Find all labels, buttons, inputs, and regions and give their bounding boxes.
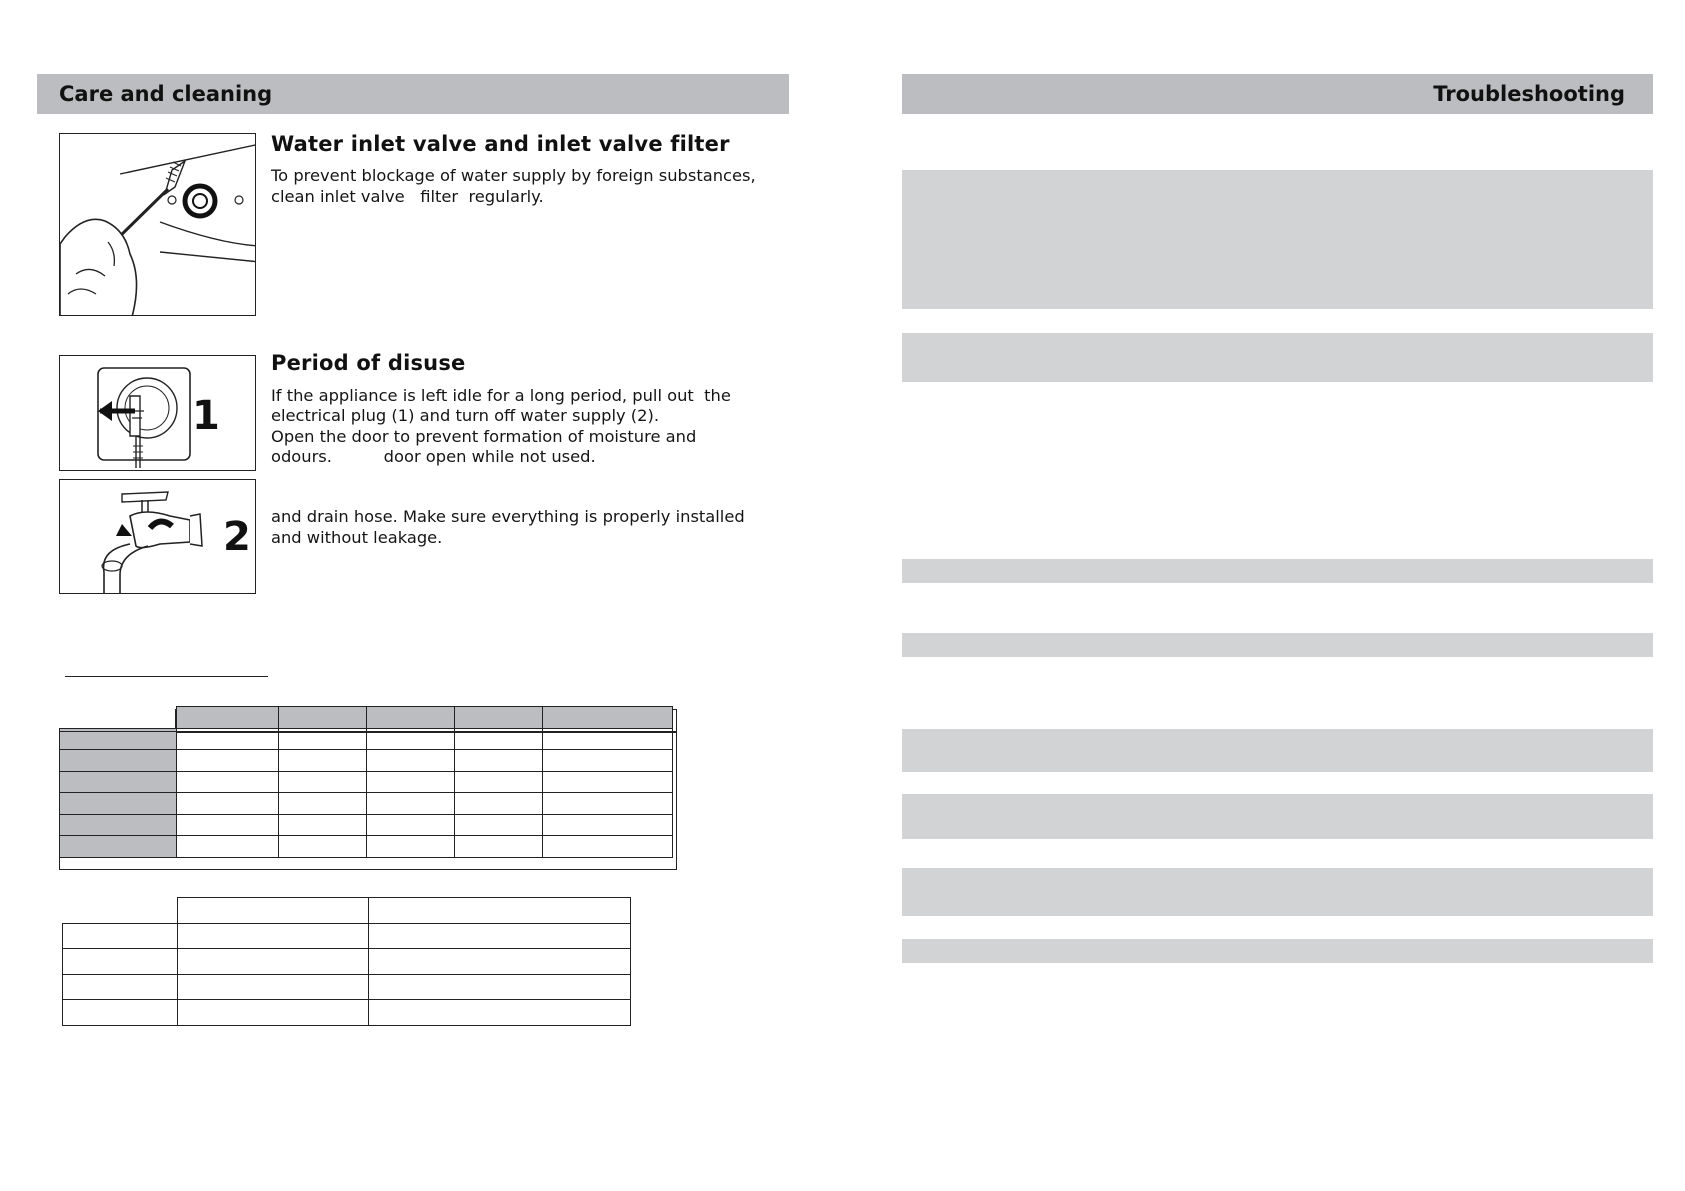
shaded-row [902, 559, 1653, 583]
shaded-row [902, 170, 1653, 309]
table-row [60, 793, 673, 815]
table-row [60, 771, 673, 793]
troubleshooting-header [902, 74, 1653, 114]
consumption-table [62, 897, 631, 1026]
table-title-underline [65, 676, 268, 677]
shaded-row [902, 333, 1653, 382]
table-row [63, 923, 631, 949]
inlet-valve-text-line-1: To prevent blockage of water supply by foreign substances, [271, 166, 756, 185]
shaded-row [902, 794, 1653, 839]
disuse-text-line-1: If the appliance is left idle for a long period, pull out the [271, 386, 731, 405]
shaded-row [902, 729, 1653, 772]
unplug-figure [59, 355, 256, 471]
table-row [60, 814, 673, 836]
disuse-text-line-3: Open the door to prevent formation of moisture and [271, 427, 697, 446]
figure-2-label: 2 [223, 514, 251, 560]
inlet-valve-text-line-2: clean inlet valve filter regularly. [271, 187, 544, 206]
disuse-text-line-4: odours. door open while not used. [271, 447, 596, 466]
table-row [63, 974, 631, 1000]
care-and-cleaning-header [37, 74, 789, 114]
table-row [63, 949, 631, 975]
table-row [60, 707, 673, 729]
table-row [60, 836, 673, 858]
table-row [63, 1000, 631, 1026]
shaded-row [902, 633, 1653, 657]
shaded-row [902, 939, 1653, 963]
section-title: Troubleshooting [1433, 82, 1625, 106]
disuse-text-line-2: electrical plug (1) and turn off water supply (2). [271, 406, 660, 425]
table-row [60, 750, 673, 772]
disuse-text-line-6: and without leakage. [271, 528, 443, 547]
section-title: Care and cleaning [59, 82, 273, 106]
water-tap-icon [60, 480, 256, 594]
water-tap-figure [59, 479, 256, 594]
table-row [63, 898, 631, 924]
unplug-icon [60, 356, 256, 471]
figure-1-label: 1 [192, 393, 220, 439]
disuse-text-line-5: and drain hose. Make sure everything is properly installed [271, 507, 745, 526]
period-of-disuse-heading: Period of disuse [271, 351, 466, 375]
inlet-valve-heading: Water inlet valve and inlet valve filter [271, 132, 730, 156]
program-table [59, 706, 673, 858]
table-row [60, 728, 673, 750]
toothbrush-cleaning-filter-icon [60, 134, 256, 316]
inlet-filter-figure [59, 133, 256, 316]
shaded-row [902, 868, 1653, 916]
